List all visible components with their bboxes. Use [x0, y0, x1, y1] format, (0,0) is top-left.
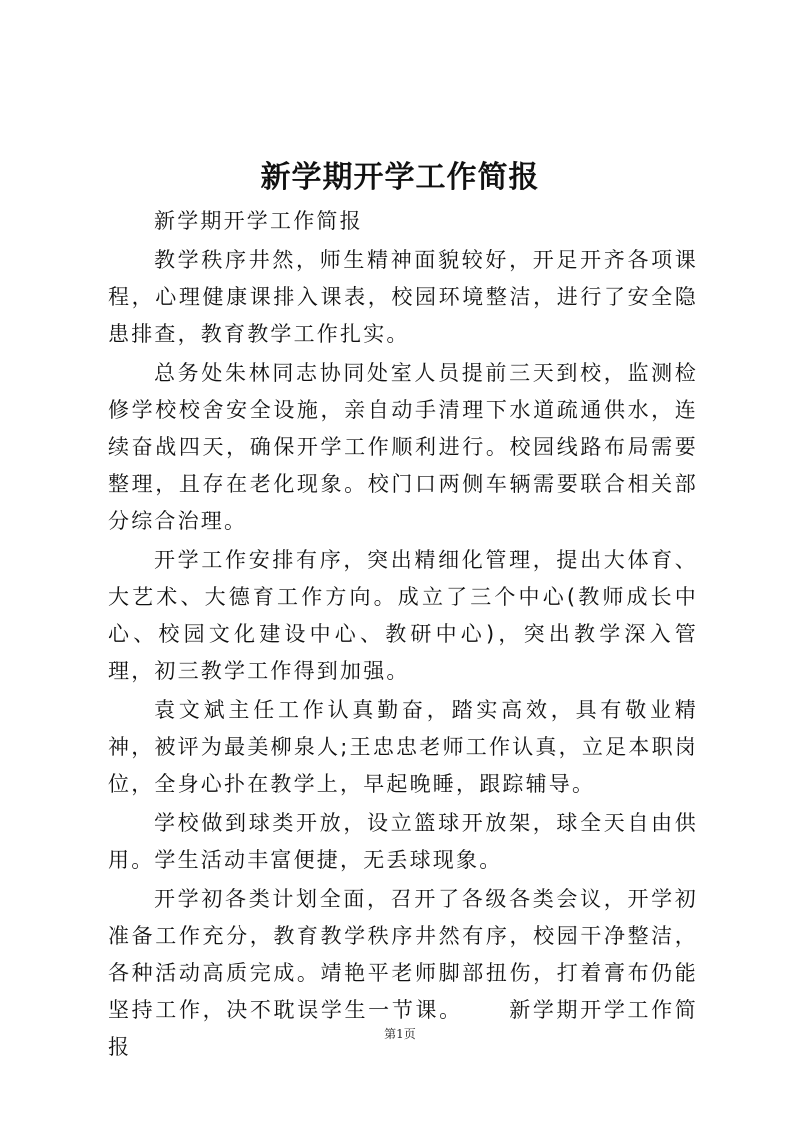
paragraph-staff-commendation: 袁文斌主任工作认真勤奋，踏实高效，具有敬业精神，被评为最美柳泉人;王忠忠老师工作认真，立足本职岗位，全身心扑在教学上，早起晚睡，跟踪辅导。: [108, 698, 698, 796]
paragraph-ball-sports: 学校做到球类开放，设立篮球开放架，球全天自由供用。学生活动丰富便捷，无丢球现象。: [108, 811, 698, 872]
page-number: 第1页: [384, 1027, 416, 1041]
paragraph-general-affairs: 总务处朱林同志协同处室人员提前三天到校，监测检修学校校舍安全设施，亲自动手清理下水道疏通供水，连续奋战四天，确保开学工作顺利进行。校园线路布局需要整理，且存在老化现象。校门口两侧车辆需要联合相关部分综合治理。: [108, 361, 698, 533]
paragraph-semester-plans-text: 开学初各类计划全面，召开了各级各类会议，开学初准备工作充分，教育教学秩序井然有序，校园干净整洁，各种活动高质完成。靖艳平老师脚部扭伤，打着膏布仍能坚持工作，决不耽误学生一节课。: [108, 887, 698, 1022]
paragraph-teaching-order: 教学秩序井然，师生精神面貌较好，开足开齐各项课程，心理健康课排入课表，校园环境整洁，进行了安全隐患排查，教育教学工作扎实。: [108, 248, 698, 346]
document-title: 新学期开学工作简报: [260, 160, 540, 195]
trailing-title-text: 新学期开学工作简报: [108, 998, 698, 1059]
paragraph-work-arrangement: 开学工作安排有序，突出精细化管理，提出大体育、大艺术、大德育工作方向。成立了三个中心(教师成长中心、校园文化建设中心、教研中心)，突出教学深入管理，初三教学工作得到加强。: [108, 548, 698, 683]
paragraph-subtitle: 新学期开学工作简报: [154, 209, 363, 233]
document-body: [108, 203, 698, 1068]
